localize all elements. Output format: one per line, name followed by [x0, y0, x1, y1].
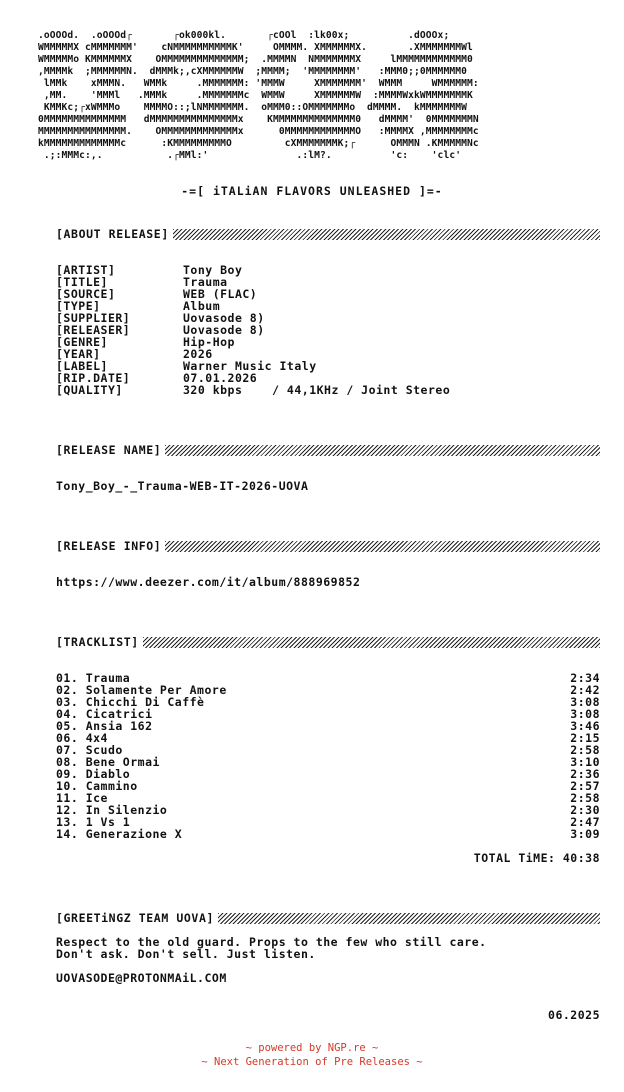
info-row-year: [YEAR] 2026 — [56, 347, 213, 361]
hatched-divider — [143, 637, 600, 648]
track-row: 10. Cammino 2:57 — [56, 779, 600, 793]
tracklist-label: [TRACKLIST] — [56, 635, 139, 649]
track-row: 06. 4x4 2:15 — [56, 731, 600, 745]
nfo-document — [0, 30, 624, 198]
info-row-genre: [GENRE] Hip-Hop — [56, 335, 235, 349]
greetings-label: [GREETiNGZ TEAM UOVA] — [56, 911, 214, 925]
track-row: 07. Scudo 2:58 — [56, 743, 600, 757]
info-row-title: [TITLE] Trauma — [56, 275, 228, 289]
track-row: 02. Solamente Per Amore 2:42 — [56, 683, 600, 697]
track-row: 04. Cicatrici 3:08 — [56, 707, 600, 721]
info-row-quality: [QUALITY] 320 kbps / 44,1KHz / Joint Stereo — [56, 383, 451, 397]
tracklist-header — [56, 635, 600, 649]
release-info-label: [RELEASE INFO] — [56, 539, 162, 553]
release-name-header — [56, 443, 600, 457]
track-row: 09. Diablo 2:36 — [56, 767, 600, 781]
contact-email[interactable]: UOVASODE@PROTONMAiL.COM — [56, 971, 227, 985]
tracklist — [56, 672, 600, 840]
about-release-label: [ABOUT RELEASE] — [56, 227, 169, 241]
release-name-value: Tony_Boy_-_Trauma-WEB-IT-2026-UOVA — [56, 479, 309, 493]
info-row-artist: [ARTIST] Tony Boy — [56, 263, 243, 277]
hatched-divider — [173, 229, 600, 240]
track-row: 05. Ansia 162 3:46 — [56, 719, 600, 733]
greetings-line-2: Don't ask. Don't sell. Just listen. — [56, 947, 316, 961]
total-time: TOTAL TiME: 40:38 — [473, 851, 600, 865]
hatched-divider — [165, 445, 600, 456]
info-row-label: [LABEL] Warner Music Italy — [56, 359, 317, 373]
track-row: 12. In Silenzio 2:30 — [56, 803, 600, 817]
greetings-line-1: Respect to the old guard. Props to the few who still care. — [56, 935, 487, 949]
track-row: 08. Bene Ormai 3:10 — [56, 755, 600, 769]
tagline: -=[ iTALiAN FLAVORS UNLEASHED ]=- — [181, 184, 443, 198]
info-row-type: [TYPE] Album — [56, 299, 221, 313]
info-row-supplier: [SUPPLIER] Uovasode 8) — [56, 311, 265, 325]
info-row-source: [SOURCE] WEB (FLAC) — [56, 287, 258, 301]
about-release-header — [56, 227, 600, 241]
track-row: 03. Chicchi Di Caffè 3:08 — [56, 695, 600, 709]
info-row-releaser: [RELEASER] Uovasode 8) — [56, 323, 265, 337]
greetings-header — [56, 911, 600, 925]
release-info-header — [56, 539, 600, 553]
release-name-label: [RELEASE NAME] — [56, 443, 162, 457]
track-row: 14. Generazione X 3:09 — [56, 827, 600, 841]
ascii-logo: .oOOOd. .oOOOd┌ ┌ok000kl. ┌cOOl :lk00x; .dOOOx; WMMMMMX cMMMMMMM' cNMMMMMMMMMMK' OMMMM. XMMMMMMX. .XMMMMMMMWl WMMMMMo KMMMMMMX OMMMMMMMMMMMMMM; .MMMMN NMMMMMMMX lMMMMMMMMMMMM0 ,MMMMk ;MMMMMMN. dMMMk;,cXMMMMMMW ;MMMM; 'MMMMMMMM' :MMM0;;0MMMMMM0 lMMk xMMMN. WMMk .MMMMMMM: 'MMMW XMMMMMMM' WMMM WMMMMMM: ,MM. 'MMMl .MMMk .MMMMMMMc WMMW XMMMMMMW :MMMMWxkWMMMMMMMK KMMKc;┌xWMMMo MMMMO::;lNMMMMMMM. oMMM0::OMMMMMMMo dMMMM. kMMMMMMMW 0MMMMMMMMMMMMMM dMMMMMMMMMMMMMMMx KMMMMMMMMMMMMMM0 dMMMM' 0MMMMMMMN MMMMMMMMMMMMMMM. OMMMMMMMMMMMMMx 0MMMMMMMMMMMMO :MMMMX ,MMMMMMMMc kMMMMMMMMMMMMMc :KMMMMMMMMMO cXMMMMMMMK;┌ OMMMN .KMMMMMNc .;:MMMc:,. .┌MMl:' .:lM?. 'c: 'clc' — [38, 30, 479, 161]
track-row: 01. Trauma 2:34 — [56, 671, 600, 685]
footer-powered-by[interactable]: ~ powered by NGP.re ~ — [245, 1042, 379, 1054]
release-info-url[interactable]: https://www.deezer.com/it/album/888969852 — [56, 575, 361, 589]
track-row: 13. 1 Vs 1 2:47 — [56, 815, 600, 829]
footer-tagline: ~ Next Generation of Pre Releases ~ — [201, 1056, 423, 1068]
footer — [0, 1041, 624, 1069]
nfo-date: 06.2025 — [548, 1008, 600, 1022]
about-release-table — [56, 264, 450, 396]
hatched-divider — [218, 913, 600, 924]
hatched-divider — [165, 541, 600, 552]
track-row: 11. Ice 2:58 — [56, 791, 600, 805]
info-row-rip-date: [RIP.DATE] 07.01.2026 — [56, 371, 258, 385]
